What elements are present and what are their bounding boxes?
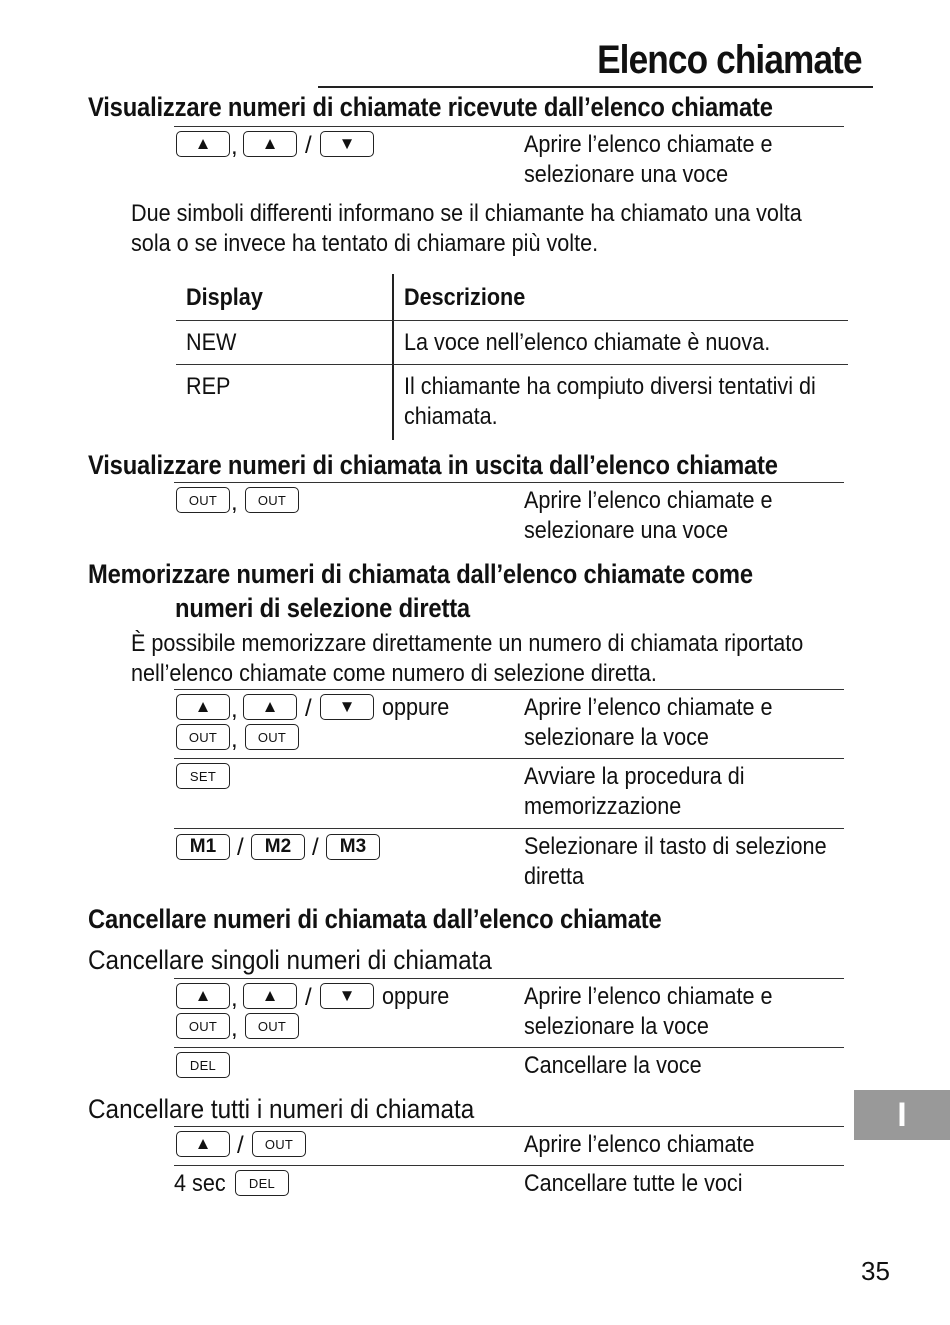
m2-key-icon: M2 (251, 834, 305, 860)
out-key-icon: OUT (245, 487, 299, 513)
intro-text: nell’elenco chiamate come numero di selezione diretta. (131, 660, 657, 687)
table-divider (392, 274, 394, 440)
action-text: Aprire l’elenco chiamate e (524, 983, 773, 1010)
oppure-text: oppure (382, 983, 450, 1010)
section-delete-heading: Cancellare numeri di chiamata dall’elenco chiamate (88, 904, 662, 934)
note-text: Due simboli differenti informano se il chiamante ha chiamato una volta (131, 200, 802, 227)
comma-separator: , (231, 985, 238, 1012)
out-key-icon: OUT (176, 1013, 230, 1039)
down-arrow-key-icon: ▼ (320, 983, 374, 1009)
oppure-text: oppure (382, 694, 450, 721)
down-arrow-key-icon: ▼ (320, 131, 374, 157)
comma-separator: , (231, 489, 238, 516)
duration-text: 4 sec (174, 1170, 226, 1197)
up-arrow-key-icon: ▲ (243, 131, 297, 157)
out-key-icon: OUT (252, 1131, 306, 1157)
intro-text: È possibile memorizzare direttamente un numero di chiamata riportato (131, 630, 804, 657)
action-text: Cancellare tutte le voci (524, 1170, 743, 1197)
page-number: 35 (861, 1256, 890, 1286)
table-cell-description: Il chiamante ha compiuto diversi tentativi di (404, 373, 816, 400)
step-rule (174, 1047, 844, 1048)
up-arrow-key-icon: ▲ (243, 983, 297, 1009)
action-text: Selezionare il tasto di selezione (524, 833, 827, 860)
del-key-icon: DEL (235, 1170, 289, 1196)
action-text: selezionare una voce (524, 161, 729, 188)
section-store-heading: Memorizzare numeri di chiamata dall’elenco chiamate come (88, 559, 753, 589)
action-text: Aprire l’elenco chiamate e (524, 487, 773, 514)
action-text: Aprire l’elenco chiamate e (524, 131, 773, 158)
action-text: Cancellare la voce (524, 1052, 702, 1079)
action-text: Avviare la procedura di (524, 763, 745, 790)
comma-separator: , (231, 133, 238, 160)
del-key-icon: DEL (176, 1052, 230, 1078)
section-outgoing-heading: Visualizzare numeri di chiamata in uscita dall’elenco chiamate (88, 450, 778, 480)
slash-separator: / (305, 984, 312, 1011)
table-header-description: Descrizione (404, 284, 526, 311)
subsection-delete-all: Cancellare tutti i numeri di chiamata (88, 1094, 475, 1124)
slash-separator: / (237, 1132, 244, 1159)
up-arrow-key-icon: ▲ (176, 131, 230, 157)
action-text: selezionare la voce (524, 724, 709, 751)
out-key-icon: OUT (176, 487, 230, 513)
title-rule (318, 86, 873, 88)
table-header-display: Display (186, 284, 263, 311)
action-text: selezionare una voce (524, 517, 729, 544)
subsection-delete-single: Cancellare singoli numeri di chiamata (88, 945, 492, 975)
section-rule (174, 482, 844, 483)
section-rule (174, 1126, 844, 1127)
table-cell-display: NEW (186, 329, 237, 356)
m1-key-icon: M1 (176, 834, 230, 860)
slash-separator: / (305, 695, 312, 722)
slash-separator: / (237, 834, 244, 861)
comma-separator: , (231, 696, 238, 723)
step-rule (174, 828, 844, 829)
table-rule (176, 320, 848, 321)
table-rule (176, 364, 848, 365)
section-store-heading: numeri di selezione diretta (175, 593, 470, 623)
action-text: diretta (524, 863, 585, 890)
section-received-heading: Visualizzare numeri di chiamate ricevute dall’elenco chiamate (88, 92, 773, 122)
up-arrow-key-icon: ▲ (176, 1131, 230, 1157)
m3-key-icon: M3 (326, 834, 380, 860)
up-arrow-key-icon: ▲ (176, 983, 230, 1009)
action-text: Aprire l’elenco chiamate (524, 1131, 755, 1158)
section-rule (174, 978, 844, 979)
out-key-icon: OUT (245, 1013, 299, 1039)
step-rule (174, 1165, 844, 1166)
table-cell-description: chiamata. (404, 403, 498, 430)
table-cell-display: REP (186, 373, 231, 400)
step-rule (174, 758, 844, 759)
out-key-icon: OUT (176, 724, 230, 750)
action-text: Aprire l’elenco chiamate e (524, 694, 773, 721)
language-tab: I (854, 1090, 950, 1140)
section-rule (174, 126, 844, 127)
out-key-icon: OUT (245, 724, 299, 750)
action-text: memorizzazione (524, 793, 682, 820)
down-arrow-key-icon: ▼ (320, 694, 374, 720)
set-key-icon: SET (176, 763, 230, 789)
up-arrow-key-icon: ▲ (243, 694, 297, 720)
comma-separator: , (231, 1015, 238, 1042)
section-rule (174, 689, 844, 690)
up-arrow-key-icon: ▲ (176, 694, 230, 720)
comma-separator: , (231, 726, 238, 753)
table-cell-description: La voce nell’elenco chiamate è nuova. (404, 329, 771, 356)
slash-separator: / (305, 132, 312, 159)
page-title: Elenco chiamate (597, 38, 862, 82)
note-text: sola o se invece ha tentato di chiamare più volte. (131, 230, 599, 257)
slash-separator: / (312, 834, 319, 861)
action-text: selezionare la voce (524, 1013, 709, 1040)
